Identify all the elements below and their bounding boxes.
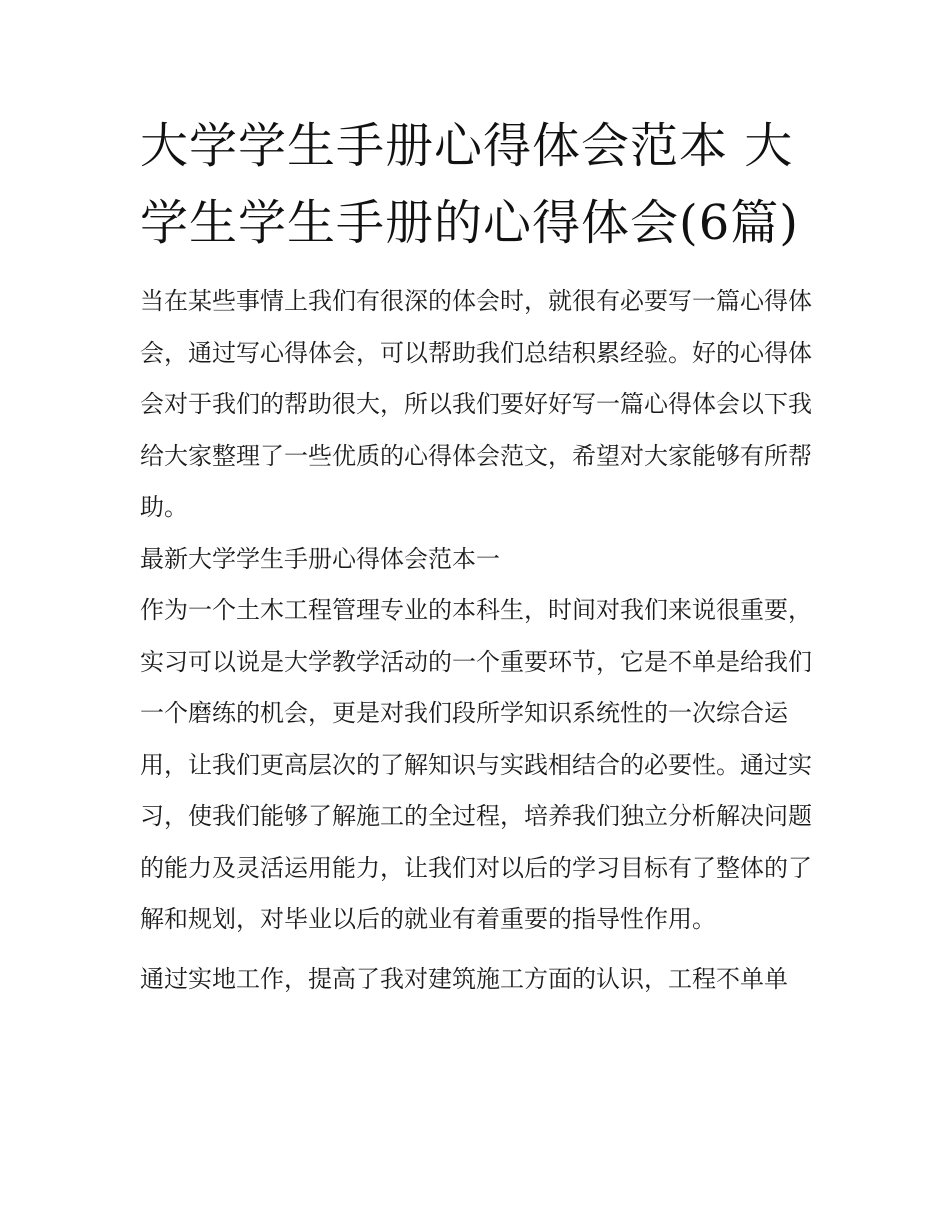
document-body bbox=[140, 276, 816, 1005]
document-title: 大学学生手册心得体会范本 大学生学生手册的心得体会(6篇) bbox=[140, 118, 799, 251]
body-paragraph: 通过实地工作，提高了我对建筑施工方面的认识，工程不单单 bbox=[140, 964, 788, 993]
document-page bbox=[140, 108, 816, 1005]
body-paragraph: 作为一个土木工程管理专业的本科生，时间对我们来说很重要，实习可以说是大学教学活动的一个重要环节，它是不单是给我们一个磨练的机会，更是对我们段所学知识系统性的一次综合运用，让我们更高层次的了解知识与实践相结合的必要性。通过实习，使我们能够了解施工的全过程，培养我们独立分析解决问题的能力及灵活运用能力，让我们对以后的学习目标有了整体的了解和规划，对毕业以后的就业有着重要的指导性作用。 bbox=[140, 596, 812, 933]
section-heading: 最新大学学生手册心得体会范本一 bbox=[140, 544, 500, 573]
intro-paragraph: 当在某些事情上我们有很深的体会时，就很有必要写一篇心得体会，通过写心得体会，可以帮助我们总结积累经验。好的心得体会对于我们的帮助很大，所以我们要好好写一篇心得体会以下我给大家整理了一些优质的心得体会范文，希望对大家能够有所帮助。 bbox=[140, 287, 812, 521]
